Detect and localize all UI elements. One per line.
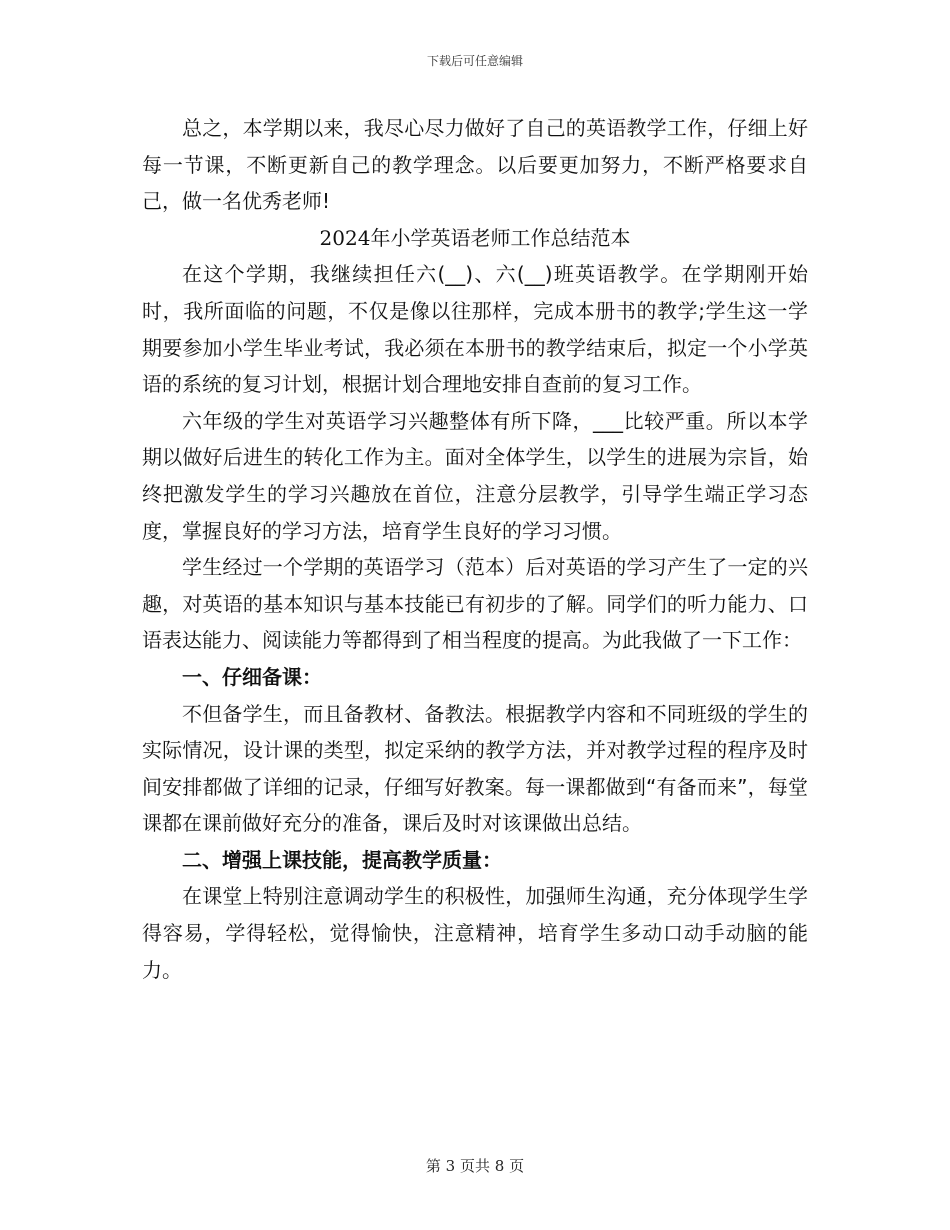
page-header: 下载后可任意编辑 [426,54,523,68]
page-footer: 第 3 页共 8 页 [425,1157,525,1175]
document-body [142,110,808,988]
paragraph: 总之，本学期以来，我尽心尽力做好了自己的英语教学工作，仔细上好每一节课，不断更新自己的教学理念。以后要更加努力，不断严格要求自己，做一名优秀老师! [142,116,808,214]
section-heading: 一、仔细备课： [182,664,322,689]
document-title: 2024年小学英语老师工作总结范本 [319,225,631,250]
paragraph: 六年级的学生对英语学习兴趣整体有所下降，___比较严重。所以本学期以做好后进生的转化工作为主。面对全体学生，以学生的进展为宗旨，始终把激发学生的学习兴趣放在首位，注意分层教学，引导学生端正学习态度，掌握良好的学习方法，培育学生良好的学习习惯。 [142,408,808,543]
section-heading: 二、增强上课技能，提高教学质量： [182,847,502,872]
paragraph: 在这个学期，我继续担任六(__)、六(__)班英语教学。在学期刚开始时，我所面临的问题，不仅是像以往那样，完成本册书的教学;学生这一学期要参加小学生毕业考试，我必须在本册书的教学结束后，拟定一个小学英语的系统的复习计划，根据计划合理地安排自查前的复习工作。 [142,262,808,397]
paragraph: 在课堂上特别注意调动学生的积极性，加强师生沟通，充分体现学生学得容易，学得轻松，觉得愉快，注意精神，培育学生多动口动手动脑的能力。 [142,884,808,982]
paragraph: 不但备学生，而且备教材、备教法。根据教学内容和不同班级的学生的实际情况，设计课的类型，拟定采纳的教学方法，并对教学过程的程序及时间安排都做了详细的记录，仔细写好教案。每一课都做到“有备而来”，每堂课都在课前做好充分的准备，课后及时对该课做出总结。 [142,701,808,836]
paragraph: 学生经过一个学期的英语学习（范本）后对英语的学习产生了一定的兴趣，对英语的基本知识与基本技能已有初步的了解。同学们的听力能力、口语表达能力、阅读能力等都得到了相当程度的提高。为此我做了一下工作： [142,555,808,653]
